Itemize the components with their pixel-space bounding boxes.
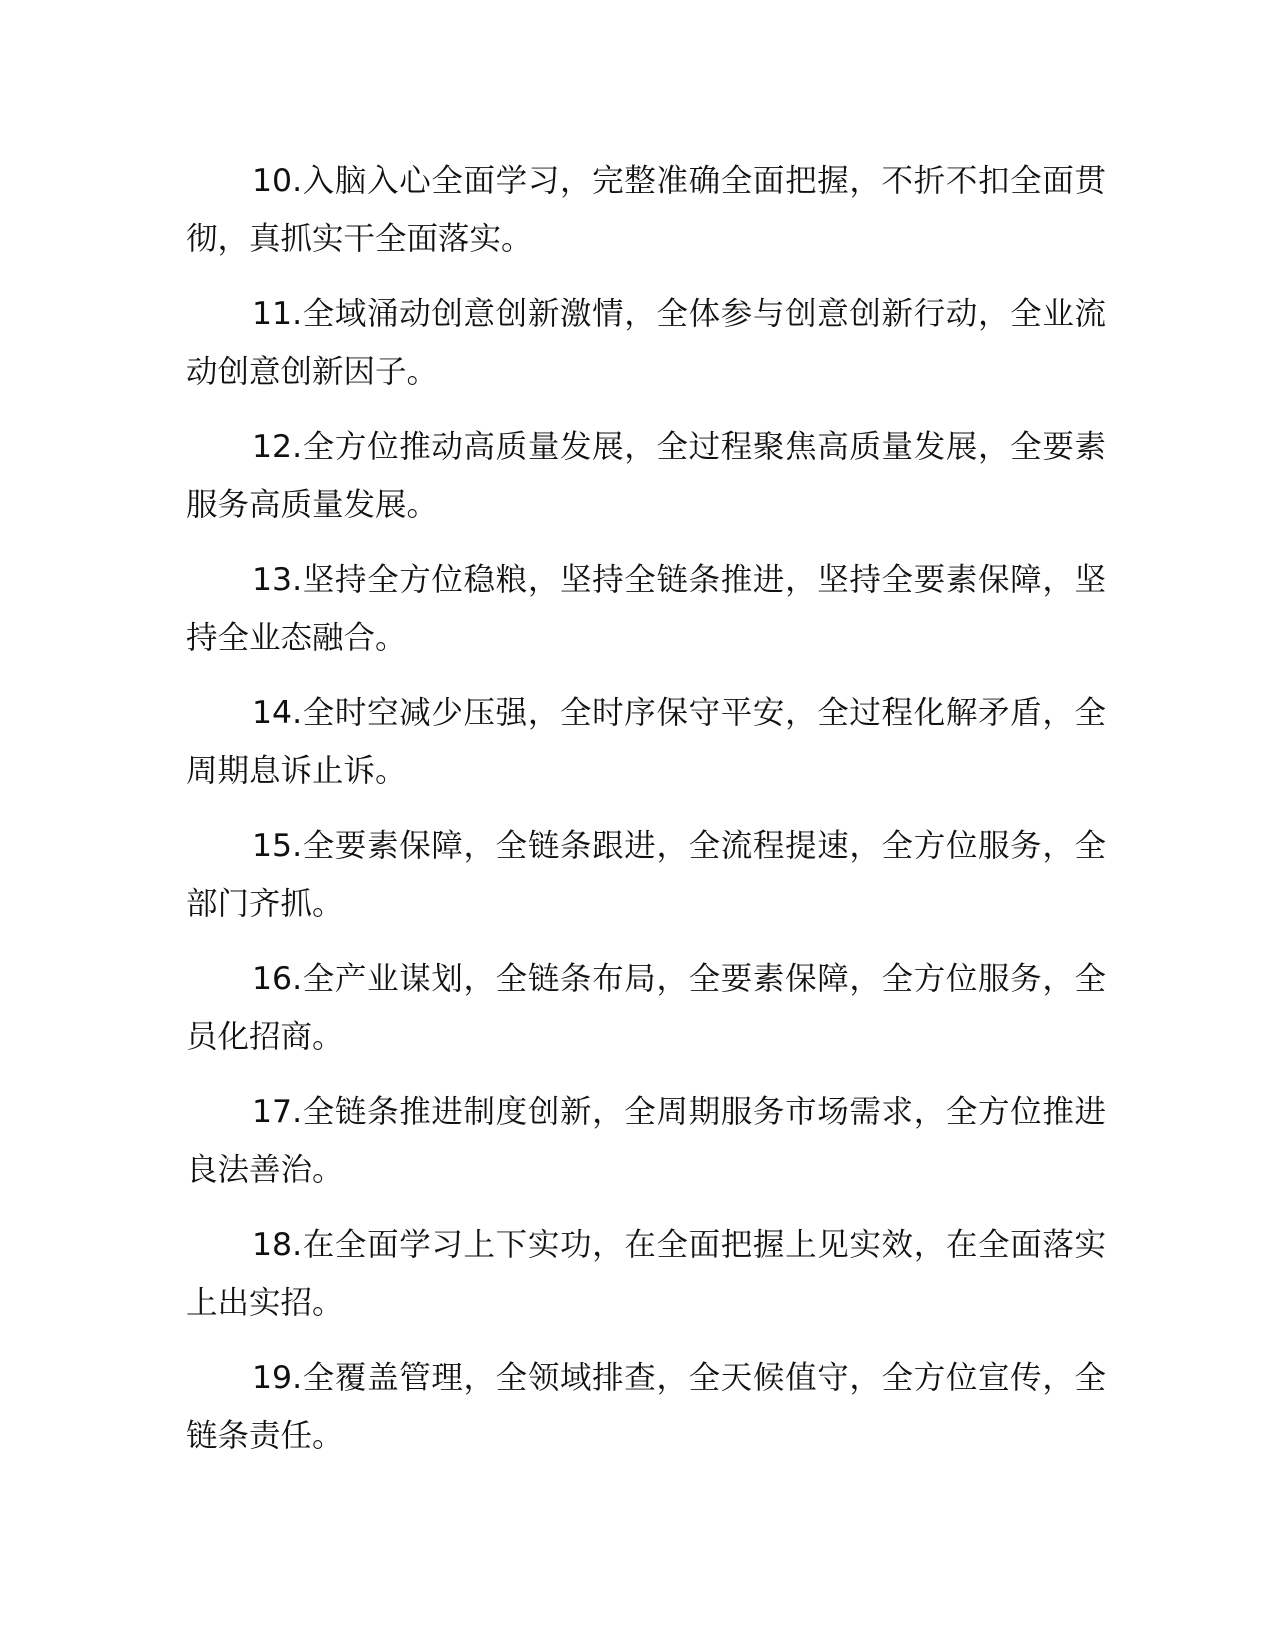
paragraph-15: 15.全要素保障，全链条跟进，全流程提速，全方位服务，全部门齐抓。 (186, 828, 1106, 922)
paragraph-18: 18.在全面学习上下实功，在全面把握上见实效，在全面落实上出实招。 (186, 1227, 1106, 1321)
paragraph-14: 14.全时空减少压强，全时序保守平安，全过程化解矛盾，全周期息诉止诉。 (186, 695, 1106, 789)
paragraph-10: 10.入脑入心全面学习，完整准确全面把握，不折不扣全面贯彻，真抓实干全面落实。 (186, 163, 1106, 257)
paragraph-12: 12.全方位推动高质量发展，全过程聚焦高质量发展，全要素服务高质量发展。 (186, 429, 1106, 523)
document-body (186, 152, 1106, 1482)
paragraph-19: 19.全覆盖管理，全领域排查，全天候值守，全方位宣传，全链条责任。 (186, 1360, 1106, 1454)
paragraph-13: 13.坚持全方位稳粮，坚持全链条推进，坚持全要素保障，坚持全业态融合。 (186, 562, 1106, 656)
paragraph-17: 17.全链条推进制度创新，全周期服务市场需求，全方位推进良法善治。 (186, 1094, 1106, 1188)
paragraph-11: 11.全域涌动创意创新激情，全体参与创意创新行动，全业流动创意创新因子。 (186, 296, 1106, 390)
paragraph-16: 16.全产业谋划，全链条布局，全要素保障，全方位服务，全员化招商。 (186, 961, 1106, 1055)
